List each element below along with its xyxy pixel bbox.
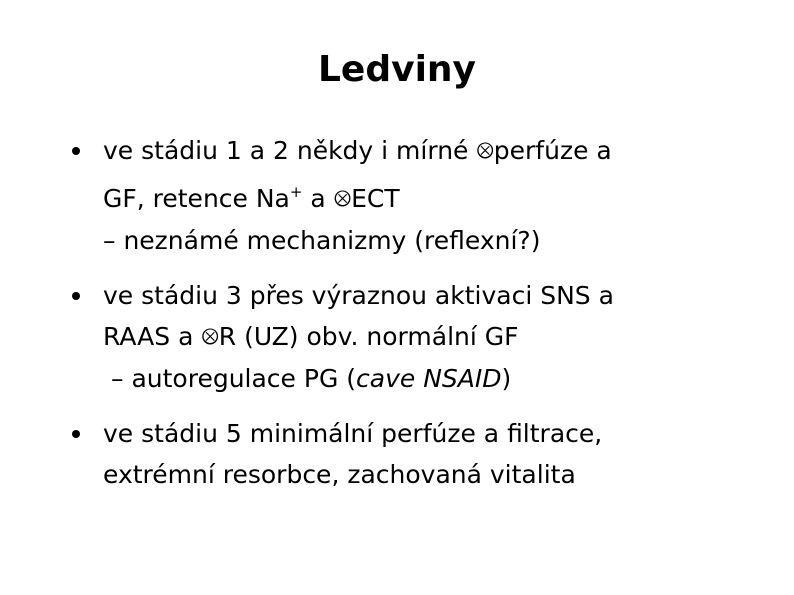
slide-title: Ledviny (317, 49, 477, 90)
bullet-2-line-2 (103, 316, 762, 358)
italic-text: cave NSAID (356, 364, 502, 393)
bullet-dot (72, 430, 80, 438)
bullet-2-line-3 (103, 358, 762, 399)
text-segment: R (UZ) obv. normální GF (218, 322, 519, 351)
text-segment: a (302, 184, 334, 213)
bullet-1-line-2 (103, 172, 762, 220)
bullet-item-1 (72, 130, 762, 261)
bullet-1-line-1 (103, 130, 762, 172)
text-segment: RAAS a (103, 322, 202, 351)
bullet-2-line-1: ve stádiu 3 přes výraznou aktivaci SNS a (103, 281, 614, 310)
decrease-arrow-icon: ⮾ (333, 187, 352, 212)
bullet-dot (72, 147, 80, 155)
bullet-3-line-1: ve stádiu 5 minimální perfúze a filtrace, (103, 419, 603, 448)
superscript-plus: + (289, 183, 303, 201)
bullet-list (72, 130, 762, 509)
bullet-3-line-2: extrémní resorbce, zachovaná vitalita (103, 460, 576, 489)
bullet-dot (72, 292, 80, 300)
text-segment: – autoregulace PG ( (111, 364, 357, 393)
decrease-arrow-icon: ⮾ (476, 139, 494, 164)
text-segment: GF, retence Na (103, 184, 290, 213)
text-segment: perfúze a (493, 136, 612, 165)
bullet-item-3 (72, 413, 762, 495)
text-segment: ECT (351, 184, 400, 213)
text-segment: ve stádiu 1 a 2 někdy i mírné (103, 136, 477, 165)
decrease-arrow-icon: ⮾ (201, 325, 219, 350)
bullet-1-line-3: – neznámé mechanizmy (reflexní?) (103, 226, 541, 255)
text-segment: ) (501, 364, 512, 393)
bullet-item-2 (72, 275, 762, 399)
